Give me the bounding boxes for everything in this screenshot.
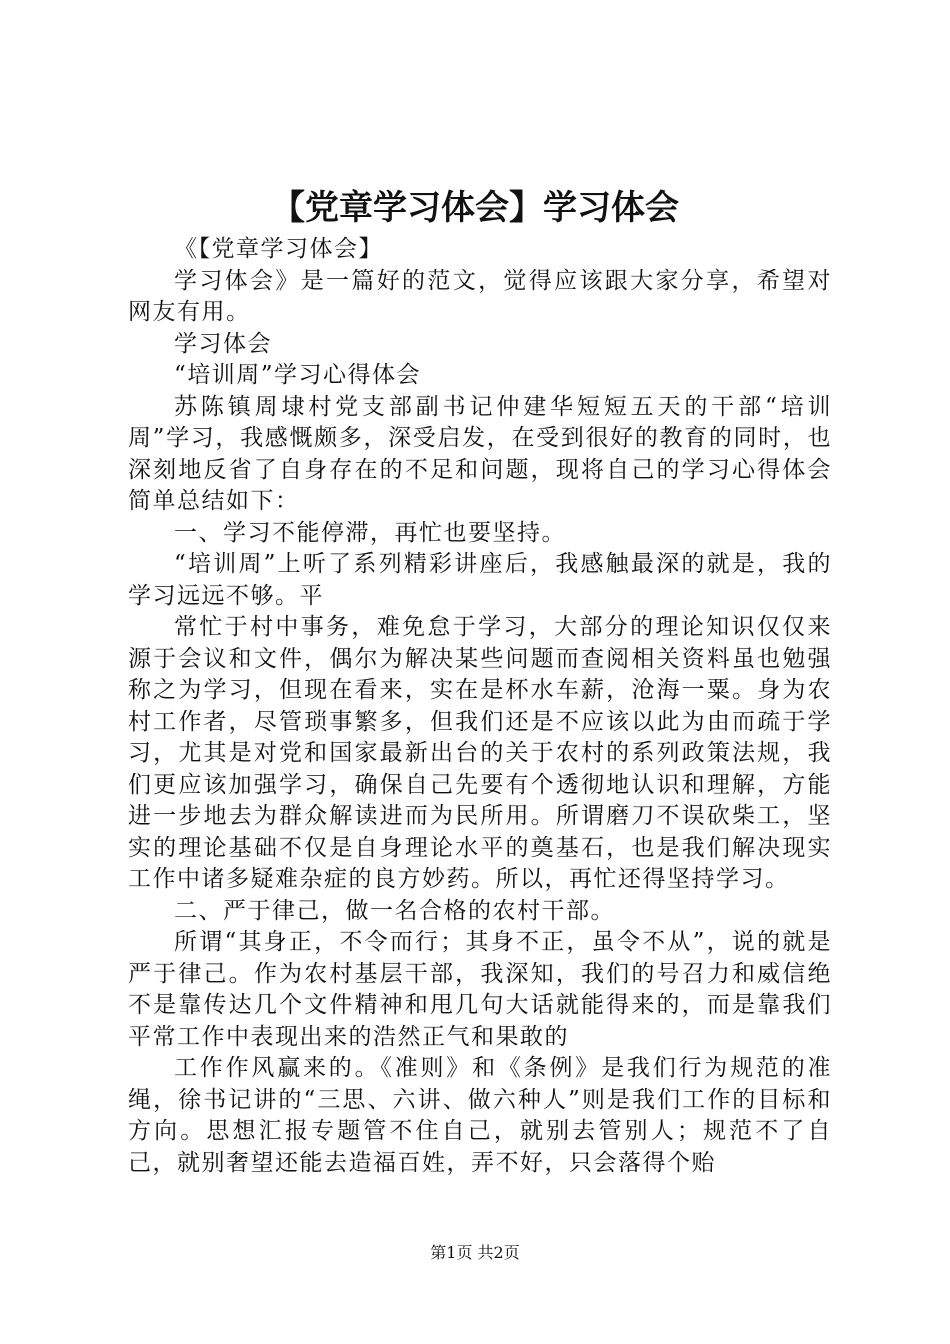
- page-number-footer: 第1页 共2页: [430, 1243, 520, 1262]
- paragraph-3: 学习体会: [174, 330, 272, 357]
- document-body: [128, 234, 832, 1179]
- document-title: 【党章学习体会】学习体会: [271, 188, 679, 228]
- paragraph-7: 常忙于村中事务，难免怠于学习，大部分的理论知识仅仅来源于会议和文件，偶尔为解决某些问题而查阅相关资料虽也勉强称之为学习，但现在看来，实在是杯水车薪，沧海一粟。身为农村工作者，尽管琐事繁多，但我们还是不应该以此为由而疏于学习，尤其是对党和国家最新出台的关于农村的系列政策法规，我们更应该加强学习，确保自己先要有个透彻地认识和理解，方能进一步地去为群众解读进而为民所用。所谓磨刀不误砍柴工，坚实的理论基础不仅是自身理论水平的奠基石，也是我们解决现实工作中诸多疑难杂症的良方妙药。所以，再忙还得坚持学习。: [128, 614, 832, 892]
- section-heading-2: 二、严于律己，做一名合格的农村干部。: [174, 897, 615, 924]
- paragraph-9: 工作作风赢来的。《准则》和《条例》是我们行为规范的准绳，徐书记讲的“三思、六讲、做六种人”则是我们工作的目标和方向。思想汇报专题管不住自己，就别去管别人；规范不了自己，就别奢望还能去造福百姓，弄不好，只会落得个贻: [128, 1055, 832, 1176]
- paragraph-6: “培训周”上听了系列精彩讲座后，我感触最深的就是，我的学习远远不够。平: [128, 551, 832, 609]
- paragraph-1: 《【党章学习体会】: [174, 236, 383, 262]
- paragraph-8: 所谓“其身正，不令而行；其身不正，虽令不从”，说的就是严于律己。作为农村基层干部，我深知，我们的号召力和威信绝不是靠传达几个文件精神和甩几句大话就能得来的，而是靠我们平常工作中表现出来的浩然正气和果敢的: [128, 929, 832, 1050]
- paragraph-5: 苏陈镇周埭村党支部副书记仲建华短短五天的干部“培训周”学习，我感慨颇多，深受启发，在受到很好的教育的同时，也深刻地反省了自身存在的不足和问题，现将自己的学习心得体会简单总结如下：: [128, 393, 832, 514]
- paragraph-2: 学习体会》是一篇好的范文，觉得应该跟大家分享，希望对网友有用。: [128, 267, 832, 325]
- section-heading-1: 一、学习不能停滞，再忙也要坚持。: [174, 519, 566, 546]
- paragraph-4: “培训周”学习心得体会: [174, 362, 422, 388]
